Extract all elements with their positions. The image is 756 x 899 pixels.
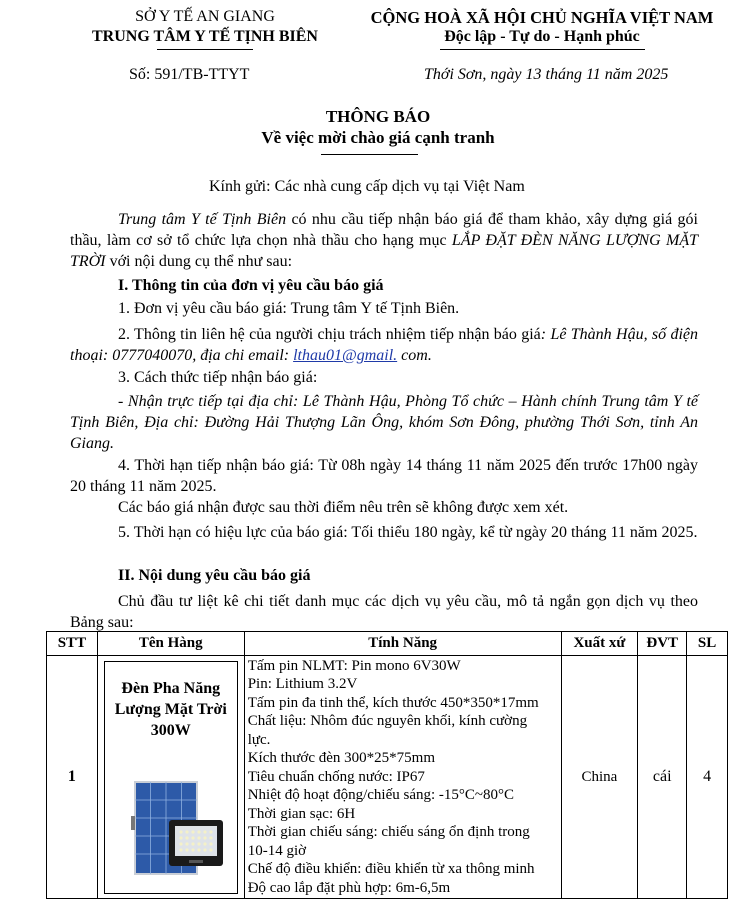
col-qty: SL [687, 632, 728, 656]
item3-detail: - Nhận trực tiếp tại địa chỉ: Lê Thành Hậu, Phòng Tổ chức – Hành chính Trung tâm Y tế Tịnh Biên, Địa chỉ: Đường Hải Thượng Lãn Ông, khóm Sơn Đông, phường Thới Sơn, tỉnh An Giang. [70, 393, 698, 452]
late-note: Các báo giá nhận được sau thời điểm nêu trên sẽ không được xem xét. [118, 499, 569, 516]
greeting: Kính gửi: Các nhà cung cấp dịch vụ tại Việt Nam [209, 178, 525, 195]
section1-heading: I. Thông tin của đơn vị yêu cầu báo giá [118, 277, 384, 294]
col-name: Tên Hàng [97, 632, 244, 656]
item4: 4. Thời hạn tiếp nhận báo giá: Từ 08h ngày 14 tháng 11 năm 2025 đến trước 17h00 ngày 20 tháng 11 năm 2025. [70, 457, 698, 495]
cell-qty: 4 [687, 656, 728, 899]
item3: 3. Cách thức tiếp nhận báo giá: [118, 369, 318, 386]
item2 [70, 324, 698, 366]
item2-contact: : Lê Thành Hậu, số điện thoại: 0777040070, địa chi email: [70, 326, 698, 364]
document-title: THÔNG BÁO [325, 107, 431, 126]
intro-org: Trung tâm Y tế Tịnh Biên [118, 211, 287, 228]
solar-lamp-image [111, 774, 231, 886]
cell-unit: cái [638, 656, 687, 899]
col-stt: STT [47, 632, 98, 656]
feature-item: Tấm pin đa tinh thể, kích thước 450*350*17mm [247, 694, 539, 711]
feature-item: Nhiệt độ hoạt động/chiếu sáng: -15°C~80°C [247, 787, 515, 804]
subtitle-underline [321, 154, 418, 155]
table-row [47, 656, 728, 899]
feature-item: Độ cao lắp đặt phù hợp: 6m-6,5m [247, 879, 451, 896]
feature-item: Thời gian chiếu sáng: chiếu sáng ổn định trong 10-14 giờ [247, 824, 530, 859]
feature-item: Chất liệu: Nhôm đúc nguyên khối, kính cường lực. [247, 713, 528, 748]
col-unit: ĐVT [638, 632, 687, 656]
table-header-row [47, 632, 728, 656]
cell-origin: China [561, 656, 638, 899]
item5: 5. Thời hạn có hiệu lực của báo giá: Tối thiểu 180 ngày, kể từ ngày 20 tháng 11 năm 2025. [118, 524, 698, 541]
place-date: Thới Sơn, ngày 13 tháng 11 năm 2025 [424, 66, 669, 83]
motto-underline [440, 49, 645, 50]
intro-item: LẮP ĐẶT ĐÈN NĂNG LƯỢNG MẶT TRỜI [70, 232, 699, 270]
col-origin: Xuất xứ [561, 632, 638, 656]
cell-stt: 1 [47, 656, 98, 899]
feature-item: Kích thước đèn 300*25*75mm [247, 750, 435, 767]
feature-item: Tấm pin NLMT: Pin mono 6V30W [247, 657, 461, 674]
document-subtitle: Về việc mời chào giá cạnh tranh [261, 128, 495, 147]
feature-item: Tiêu chuẩn chống nước: IP67 [247, 768, 425, 785]
agency-underline [157, 49, 253, 50]
feature-item: Pin: Lithium 3.2V [247, 676, 358, 693]
cell-name [97, 656, 244, 899]
request-table [46, 631, 728, 899]
col-features: Tính Năng [244, 632, 561, 656]
intro-paragraph [70, 209, 698, 272]
product-name: Đèn Pha Năng Lượng Mặt Trời 300W [114, 679, 227, 739]
national-motto: Độc lập - Tự do - Hạnh phúc [444, 28, 640, 45]
cell-features [244, 656, 561, 899]
agency-name: TRUNG TÂM Y TẾ TỊNH BIÊN [92, 28, 318, 45]
document-number: Số: 591/TB-TTYT [129, 66, 250, 83]
section2-heading: II. Nội dung yêu cầu báo giá [118, 567, 311, 584]
feature-item: Chế độ điều khiển: điều khiển từ xa thông minh [247, 861, 535, 878]
agency-parent: SỞ Y TẾ AN GIANG [135, 8, 275, 25]
feature-item: Thời gian sạc: 6H [247, 805, 356, 822]
item2-end: com. [397, 347, 432, 364]
email-link[interactable]: lthau01@gmail. [293, 347, 398, 364]
product-box [104, 661, 238, 894]
item2-text: 2. Thông tin liên hệ của người chịu trách nhiệm tiếp nhận báo giá [118, 326, 541, 343]
section2-text: Chủ đầu tư liệt kê chi tiết danh mục các dịch vụ yêu cầu, mô tả ngắn gọn dịch vụ theo Bảng sau: [70, 593, 698, 631]
national-title: CỘNG HOÀ XÃ HỘI CHỦ NGHĨA VIỆT NAM [370, 8, 714, 27]
intro-text2: với nội dung cụ thể như sau: [105, 253, 293, 270]
item1: 1. Đơn vị yêu cầu báo giá: Trung tâm Y tế Tịnh Biên. [118, 300, 460, 317]
intro-text1: có nhu cầu tiếp nhận báo giá để tham khảo, xây dựng giá gói thầu, làm cơ sở tổ chức lựa chọn nhà thầu cho hạng mục [70, 211, 698, 249]
